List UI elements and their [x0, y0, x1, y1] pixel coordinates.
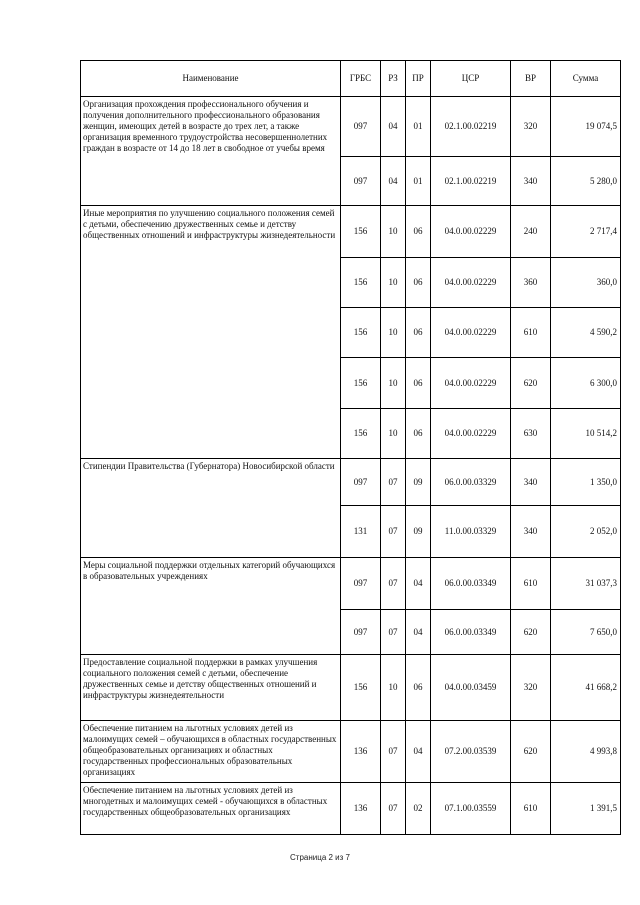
cell-vr: 360	[511, 258, 551, 308]
cell-csr: 04.0.00.02229	[431, 308, 511, 358]
cell-csr: 04.0.00.02229	[431, 358, 511, 409]
cell-vr: 340	[511, 459, 551, 506]
cell-pr: 06	[406, 358, 431, 409]
cell-vr: 630	[511, 409, 551, 459]
cell-rz: 10	[381, 358, 406, 409]
cell-grbs: 156	[341, 358, 381, 409]
cell-sum: 4 590,2	[551, 308, 621, 358]
table-row	[81, 206, 621, 258]
cell-grbs: 097	[341, 558, 381, 610]
cell-rz: 10	[381, 258, 406, 308]
cell-rz: 07	[381, 610, 406, 655]
cell-csr: 02.1.00.02219	[431, 157, 511, 206]
cell-grbs: 097	[341, 97, 381, 157]
header-sum: Сумма	[551, 61, 621, 97]
cell-sum: 360,0	[551, 258, 621, 308]
cell-rz: 07	[381, 783, 406, 835]
cell-pr: 04	[406, 558, 431, 610]
cell-sum: 1 350,0	[551, 459, 621, 506]
row-name: Обеспечение питанием на льготных условиях детей из малоимущих семей – обучающихся в областных государственных общеобразовательных организациях и областных государственных профессиональных образовательных организациях	[81, 721, 341, 783]
cell-grbs: 131	[341, 506, 381, 558]
cell-vr: 340	[511, 157, 551, 206]
cell-vr: 320	[511, 655, 551, 721]
cell-csr: 06.0.00.03349	[431, 610, 511, 655]
cell-csr: 07.2.00.03539	[431, 721, 511, 783]
cell-vr: 620	[511, 721, 551, 783]
header-pr: ПР	[406, 61, 431, 97]
cell-csr: 04.0.00.02229	[431, 258, 511, 308]
cell-grbs: 097	[341, 459, 381, 506]
cell-sum: 6 300,0	[551, 358, 621, 409]
cell-rz: 10	[381, 206, 406, 258]
cell-pr: 06	[406, 206, 431, 258]
cell-rz: 07	[381, 506, 406, 558]
cell-pr: 06	[406, 308, 431, 358]
cell-pr: 06	[406, 655, 431, 721]
cell-grbs: 156	[341, 206, 381, 258]
header-grbs: ГРБС	[341, 61, 381, 97]
row-name: Организация прохождения профессионального обучения и получения дополнительного профессионального образования женщин, имеющих детей в возрасте до трех лет, а также организация временного трудоустройства несовершеннолетних граждан в возрасте от 14 до 18 лет в свободное от учебы время	[81, 97, 341, 206]
table-body	[81, 97, 621, 835]
cell-pr: 06	[406, 258, 431, 308]
cell-pr: 09	[406, 506, 431, 558]
table-row	[81, 558, 621, 610]
cell-grbs: 097	[341, 157, 381, 206]
cell-csr: 06.0.00.03329	[431, 459, 511, 506]
cell-pr: 06	[406, 409, 431, 459]
cell-sum: 2 052,0	[551, 506, 621, 558]
table-row	[81, 783, 621, 835]
cell-vr: 340	[511, 506, 551, 558]
cell-csr: 07.1.00.03559	[431, 783, 511, 835]
cell-grbs: 156	[341, 258, 381, 308]
cell-vr: 320	[511, 97, 551, 157]
cell-sum: 19 074,5	[551, 97, 621, 157]
header-vr: ВР	[511, 61, 551, 97]
cell-csr: 06.0.00.03349	[431, 558, 511, 610]
cell-grbs: 136	[341, 721, 381, 783]
cell-pr: 09	[406, 459, 431, 506]
row-name: Предоставление социальной поддержки в рамках улучшения социального положения семей с детьми, обеспечение дружественных семье и детству общественных отношений и инфраструктуры жизнедеятельности	[81, 655, 341, 721]
header-name: Наименование	[81, 61, 341, 97]
cell-sum: 1 391,5	[551, 783, 621, 835]
cell-rz: 07	[381, 721, 406, 783]
cell-sum: 5 280,0	[551, 157, 621, 206]
cell-vr: 240	[511, 206, 551, 258]
cell-sum: 41 668,2	[551, 655, 621, 721]
cell-grbs: 156	[341, 409, 381, 459]
table-row	[81, 655, 621, 721]
cell-sum: 31 037,3	[551, 558, 621, 610]
row-name: Обеспечение питанием на льготных условиях детей из многодетных и малоимущих семей - обучающихся в областных государственных общеобразовательных организациях	[81, 783, 341, 835]
cell-pr: 01	[406, 157, 431, 206]
cell-rz: 07	[381, 558, 406, 610]
cell-rz: 07	[381, 459, 406, 506]
header-rz: РЗ	[381, 61, 406, 97]
cell-vr: 620	[511, 358, 551, 409]
row-name: Иные мероприятия по улучшению социального положения семей с детьми, обеспечению дружественных семье и детству общественных отношений и инфраструктуры жизнедеятельности	[81, 206, 341, 459]
table-row	[81, 721, 621, 783]
cell-rz: 04	[381, 97, 406, 157]
cell-vr: 610	[511, 308, 551, 358]
cell-rz: 04	[381, 157, 406, 206]
cell-sum: 10 514,2	[551, 409, 621, 459]
cell-grbs: 097	[341, 610, 381, 655]
cell-vr: 620	[511, 610, 551, 655]
cell-rz: 10	[381, 655, 406, 721]
header-row	[81, 61, 621, 97]
cell-rz: 10	[381, 409, 406, 459]
cell-grbs: 156	[341, 655, 381, 721]
cell-csr: 02.1.00.02219	[431, 97, 511, 157]
page-number: Страница 2 из 7	[290, 853, 350, 862]
cell-pr: 02	[406, 783, 431, 835]
cell-pr: 01	[406, 97, 431, 157]
cell-grbs: 136	[341, 783, 381, 835]
cell-csr: 04.0.00.02229	[431, 409, 511, 459]
cell-vr: 610	[511, 783, 551, 835]
cell-pr: 04	[406, 721, 431, 783]
cell-csr: 04.0.00.02229	[431, 206, 511, 258]
row-name: Стипендии Правительства (Губернатора) Новосибирской области	[81, 459, 341, 558]
cell-vr: 610	[511, 558, 551, 610]
table-header	[81, 61, 621, 97]
cell-sum: 4 993,8	[551, 721, 621, 783]
row-name: Меры социальной поддержки отдельных категорий обучающихся в образовательных учреждениях	[81, 558, 341, 655]
table-row	[81, 97, 621, 157]
cell-sum: 7 650,0	[551, 610, 621, 655]
budget-table	[80, 60, 621, 835]
table-row	[81, 459, 621, 506]
cell-grbs: 156	[341, 308, 381, 358]
cell-rz: 10	[381, 308, 406, 358]
cell-pr: 04	[406, 610, 431, 655]
cell-sum: 2 717,4	[551, 206, 621, 258]
header-csr: ЦСР	[431, 61, 511, 97]
cell-csr: 04.0.00.03459	[431, 655, 511, 721]
cell-csr: 11.0.00.03329	[431, 506, 511, 558]
